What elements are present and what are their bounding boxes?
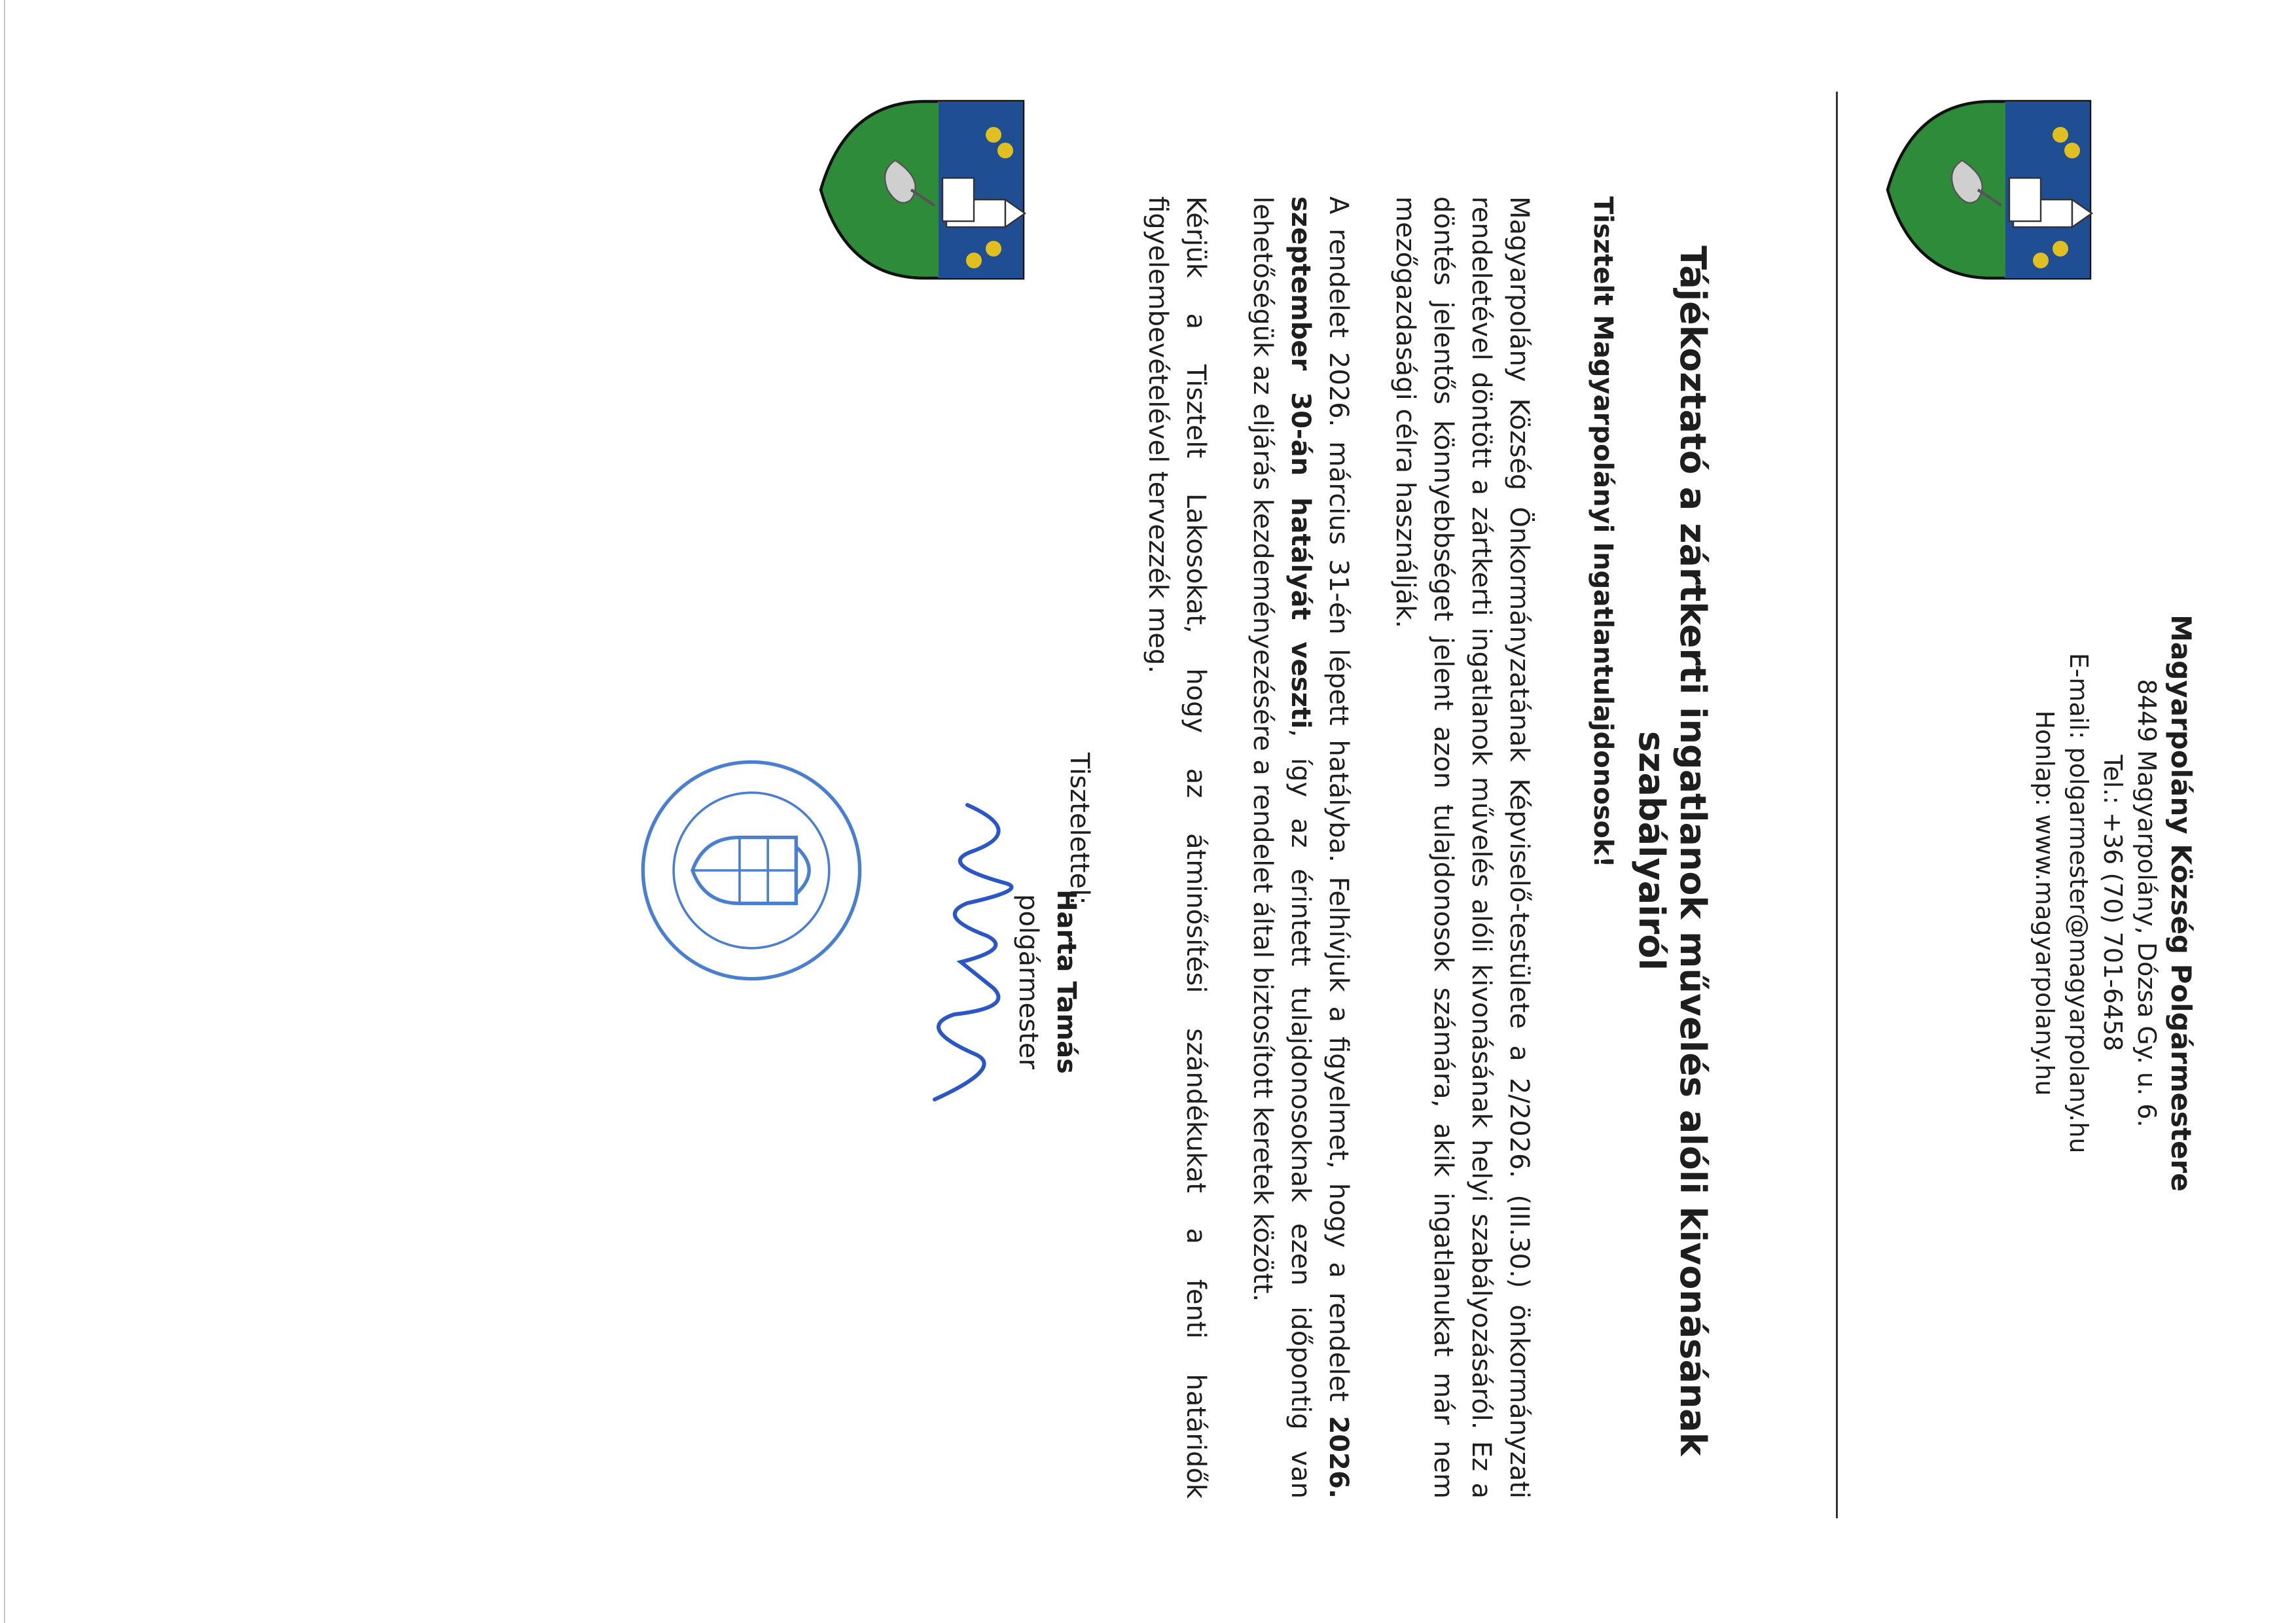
paragraph-2-part-2: , így az érintett tulajdonosoknak ezen időpontig van lehetőségük az eljárás kezdeményezésére a rendelet által biztosított keretek között. <box>1247 196 1316 1499</box>
letter-title: Tájékoztató a zártkerti ingatlanok művelés alóli kivonásának szabályairól <box>1631 245 1713 1456</box>
deadline-text: 2026. szeptember 30-án hatályát veszti <box>1285 196 1354 1499</box>
email: E-mail: polgarmester@magyarpolany.hu <box>2064 652 2093 1154</box>
official-stamp <box>634 753 869 988</box>
paragraph-2-part-1: A rendelet 2026. március 31-én lépett hatályba. Felhívjuk a figyelmet, hogy a rendelet <box>1323 196 1354 1416</box>
signer-name: Harta Tamás <box>1051 889 1081 1074</box>
paragraph-2 <box>1244 196 1357 1499</box>
signer-role: polgármester <box>1013 894 1043 1069</box>
letter-body <box>1110 196 1622 1499</box>
page-edge <box>4 0 5 1623</box>
letterhead <box>2028 510 2198 1296</box>
paragraph-1: Magyarpolány Község Önkormányzatának Képviselő-testülete a 2/2026. (III.30.) önkormányzati rendeletével döntött a zártkerti ingatlanok művelés alóli kivonásának helyi szabályozásáról. Ez a döntés jelentős könnyebbséget jelent azon tulajdonosok számára, akik ingatlanukat már nem mezőgazdasági célra használják. <box>1390 196 1534 1499</box>
signer-block <box>1009 851 1085 1113</box>
coat-of-arms-bottom <box>817 92 1033 288</box>
stamp-icon <box>634 753 869 988</box>
coat-of-arms-top <box>1884 92 2100 288</box>
crest-icon <box>1884 92 2100 288</box>
phone: Tel.: +36 (70) 701-6458 <box>2098 755 2127 1052</box>
address: 8449 Magyarpolány, Dózsa Gy. u. 6. <box>2132 679 2161 1128</box>
salutation: Tisztelt Magyarpolányi Ingatlantulajdonosok! <box>1588 196 1618 868</box>
organization-name: Magyarpolány Község Polgármestere <box>2165 615 2197 1192</box>
website: Honlap: www.magyarpolany.hu <box>2030 710 2059 1096</box>
closing: Tisztelettel: <box>1064 753 1094 905</box>
header-divider <box>1836 92 1838 1518</box>
paragraph-3: Kérjük a Tisztelt Lakosokat, hogy az átminősítési szándékukat a fenti határidők figyelembevételével tervezzék meg. <box>1143 196 1211 1499</box>
crest-icon <box>817 92 1033 288</box>
